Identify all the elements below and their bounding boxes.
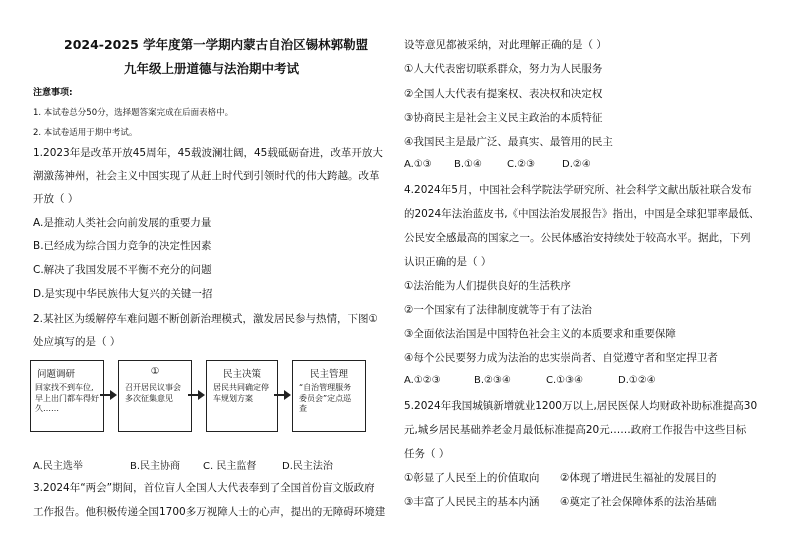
q1-option-b: B.已经成为综合国力竞争的决定性因素	[33, 240, 212, 252]
q4-statement-3: ③全面依法治国是中国特色社会主义的本质要求和重要保障	[404, 328, 676, 340]
q3-line3: 设等意见都被采纳，对此理解正确的是（ ）	[404, 39, 607, 51]
q5-statement-3: ③丰富了人民民主的基本内涵	[404, 496, 540, 508]
q3-option-b: B.①④	[454, 159, 482, 170]
flow-box-title: 民主决策	[222, 369, 261, 380]
q3-statement-4: ④我国民主是最广泛、最真实、最管用的民主	[404, 136, 613, 148]
q3-statement-3: ③协商民主是社会主义民主政治的本质特征	[404, 112, 603, 124]
flow-box-body: 回家找不到车位,早上出门都车得好久……	[35, 383, 99, 413]
q4-statement-2: ②一个国家有了法律制度就等于有了法治	[404, 304, 592, 316]
q4-option-d: D.①②④	[618, 375, 656, 386]
flow-arrow	[284, 390, 291, 400]
flow-box-body: 召开居民议事会多次征集意见	[125, 383, 181, 403]
flow-box-blank	[118, 360, 192, 432]
q3-option-c: C.②③	[507, 159, 536, 170]
q2-line1: 2.某社区为缓解停车难问题不断创新治理模式，激发居民参与热情，下图①	[33, 313, 378, 325]
q3-line1: 3.2024年“两会”期间，首位盲人全国人大代表奉到了全国首份盲文版政府	[33, 482, 375, 494]
notice-item-2: 2. 本试卷适用于期中考试。	[33, 128, 138, 138]
q2-line2: 处应填写的是（ ）	[33, 336, 121, 348]
q4-option-b: B.②③④	[474, 375, 511, 386]
q5-statement-4: ④奠定了社会保障体系的法治基础	[560, 496, 717, 508]
flow-box-decision	[206, 360, 278, 432]
flow-arrow	[110, 390, 117, 400]
q2-option-b: B.民主协商	[130, 461, 181, 472]
q4-statement-1: ①法治能为人们提供良好的生活秩序	[404, 280, 571, 292]
q1-option-d: D.是实现中华民族伟大复兴的关键一招	[33, 288, 213, 300]
q2-option-c: C. 民主监督	[203, 461, 257, 472]
q5-statement-1: ①彰显了人民至上的价值取向	[404, 472, 540, 484]
q4-line1: 4.2024年5月，中国社会科学院法学研究所、社会科学文献出版社联合发布	[404, 184, 752, 196]
q4-statement-4: ④每个公民要努力成为法治的忠实崇尚者、自觉遵守者和坚定捍卫者	[404, 352, 718, 364]
q5-line2: 元,城乡居民基础养老金月最低标准提高20元……政府工作报告中这些目标	[404, 424, 747, 436]
flow-box-body: “自治管理服务委员会”定点巡查	[299, 383, 352, 413]
q3-option-d: D.②④	[562, 159, 591, 170]
flow-box-title: ①	[150, 366, 160, 377]
q3-statement-2: ②全国人大代表有提案权、表决权和决定权	[404, 88, 603, 100]
exam-title-line2: 九年级上册道德与法治期中考试	[124, 61, 300, 76]
q2-option-a: A.民主选举	[33, 461, 83, 472]
flow-box-title: 问题调研	[37, 369, 76, 380]
exam-title-line1: 2024-2025 学年度第一学期内蒙古自治区锡林郭勒盟	[64, 37, 369, 52]
q3-line2: 工作报告。他积极传递全国1700多万视障人士的心声，提出的无障碍环境建	[33, 506, 386, 518]
flow-box-body: 居民共同确定停车规划方案	[213, 383, 269, 403]
q5-statement-2: ②体现了增进民生福祉的发展目的	[560, 472, 717, 484]
flow-arrow	[198, 390, 205, 400]
q4-option-a: A.①②③	[404, 375, 441, 386]
q2-option-d: D.民主法治	[282, 461, 333, 472]
flow-box-management	[292, 360, 366, 432]
flow-box-title: 民主管理	[309, 369, 348, 380]
q5-line1: 5.2024年我国城镇新增就业1200万以上,居民医保人均财政补助标准提高30	[404, 400, 758, 412]
q1-line3: 开放（ ）	[33, 193, 79, 205]
notice-item-1: 1. 本试卷总分50分，选择题答案完成在后面表格中。	[33, 108, 234, 118]
q3-option-a: A.①③	[404, 159, 432, 170]
notice-label: 注意事项:	[33, 88, 73, 98]
q3-statement-1: ①人大代表密切联系群众，努力为人民服务	[404, 63, 603, 75]
flow-box-research	[30, 360, 104, 432]
q1-line2: 潮激荡神州，社会主义中国实现了从赶上时代到引领时代的伟大跨越。改革	[33, 170, 380, 182]
q5-line3: 任务（ ）	[404, 448, 450, 460]
q4-option-c: C.①③④	[546, 375, 584, 386]
q1-option-c: C.解决了我国发展不平衡不充分的问题	[33, 264, 212, 276]
q4-line3: 公民安全感最高的国家之一。公民体感治安持续处于较高水平。据此，下列	[404, 232, 751, 244]
q1-option-a: A.是推动人类社会向前发展的重要力量	[33, 217, 212, 229]
q1-line1: 1.2023年是改革开放45周年，45载波澜壮阔，45载砥砺奋进，改革开放大	[33, 147, 383, 159]
q4-line4: 认识正确的是（ ）	[404, 256, 492, 268]
q4-line2: 的2024年法治蓝皮书,《中国法治发展报告》指出，中国是全球犯罪率最低、	[404, 208, 760, 220]
